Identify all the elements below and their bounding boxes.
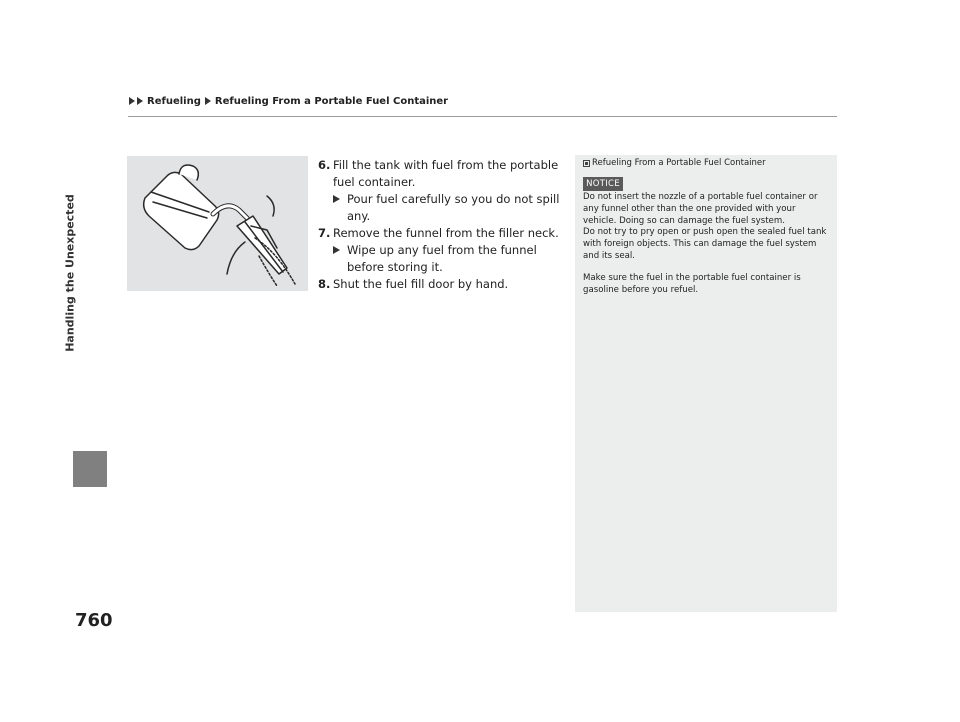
notes-title-text: Refueling From a Portable Fuel Container — [592, 158, 766, 168]
step-number: 6. — [318, 158, 331, 172]
breadcrumb-item-refueling[interactable]: Refueling — [147, 95, 201, 107]
portable-fuel-container-icon — [127, 156, 308, 291]
section-tab-marker — [73, 451, 107, 487]
step-item — [318, 157, 563, 191]
breadcrumb-arrow-icon — [137, 97, 143, 105]
breadcrumb — [128, 93, 448, 109]
page-number: 760 — [75, 610, 113, 631]
notes-paragraph: Do not try to pry open or push open the sealed fuel tank with foreign objects. This can damage the fuel system and its seal. — [583, 227, 827, 261]
notice-badge: NOTICE — [583, 177, 623, 191]
step-text: Shut the fuel fill door by hand. — [333, 277, 509, 291]
section-side-tab-label: Handling the Unexpected — [63, 193, 77, 352]
step-sub-item — [318, 191, 563, 225]
boxed-square-icon — [583, 160, 590, 167]
breadcrumb-item-current[interactable]: Refueling From a Portable Fuel Container — [214, 95, 449, 107]
step-number: 8. — [318, 277, 331, 291]
step-text: Fill the tank with fuel from the portable fuel container. — [333, 158, 559, 189]
notes-paragraph: Make sure the fuel in the portable fuel container is gasoline before you refuel. — [583, 272, 801, 295]
notes-paragraph: Do not insert the nozzle of a portable fuel container or any funnel other than the one provided with your vehicle. Doing so can damage the fuel system. — [583, 192, 818, 226]
step-sub-item — [318, 242, 563, 276]
notes-title — [583, 158, 766, 168]
section-side-tab[interactable] — [60, 100, 80, 445]
header-divider — [128, 116, 837, 117]
step-sub-text: Wipe up any fuel from the funnel before storing it. — [347, 243, 537, 274]
notes-body — [583, 192, 829, 296]
step-number: 7. — [318, 226, 331, 240]
right-triangle-icon — [333, 191, 347, 225]
right-triangle-icon — [333, 242, 347, 276]
step-text: Remove the funnel from the filler neck. — [333, 226, 559, 240]
step-sub-text: Pour fuel carefully so you do not spill any. — [347, 192, 560, 223]
breadcrumb-arrow-icon — [129, 97, 135, 105]
breadcrumb-arrow-icon — [205, 97, 211, 105]
steps-list — [318, 157, 563, 293]
step-item — [318, 225, 563, 242]
step-item — [318, 276, 563, 293]
fuel-container-illustration — [127, 156, 308, 291]
